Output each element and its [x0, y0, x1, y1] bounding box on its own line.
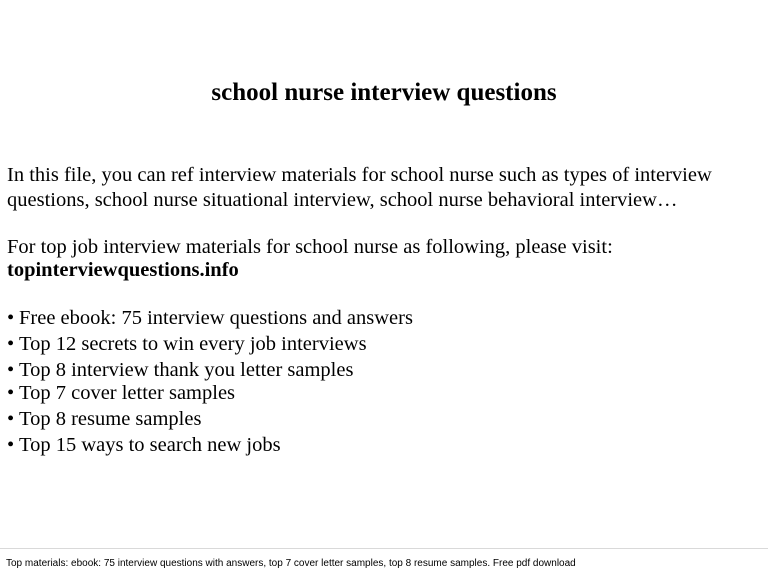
- visit-text: For top job interview materials for school nurse as following, please visit:: [7, 236, 613, 258]
- list-item: [7, 434, 759, 457]
- bullet-icon: •: [7, 382, 15, 404]
- list-item-text: Top 15 ways to search new jobs: [19, 434, 281, 456]
- list-item-text: Free ebook: 75 interview questions and answers: [19, 307, 413, 329]
- list-item-text: Top 12 secrets to win every job interviews: [19, 333, 367, 355]
- bullet-icon: •: [7, 434, 15, 456]
- footer-text: Top materials: ebook: 75 interview questions with answers, top 7 cover letter samples, top 8 resume samples. Free pdf download: [6, 558, 576, 569]
- intro-paragraph: [7, 163, 759, 213]
- list-item: [7, 408, 759, 431]
- list-item: [7, 359, 759, 382]
- list-item: [7, 307, 759, 330]
- bullet-icon: •: [7, 307, 15, 329]
- bullet-icon: •: [7, 408, 15, 430]
- list-item-text: Top 8 interview thank you letter samples: [19, 359, 354, 381]
- visit-paragraph: [7, 236, 759, 282]
- intro-line-1: In this file, you can ref interview materials for school nurse such as types of interview: [7, 164, 712, 186]
- website-link[interactable]: topinterviewquestions.info: [7, 259, 239, 281]
- list-item-text: Top 7 cover letter samples: [19, 382, 236, 404]
- bullet-icon: •: [7, 359, 15, 381]
- list-item: [7, 382, 759, 405]
- list-item-text: Top 8 resume samples: [19, 408, 202, 430]
- intro-line-2: questions, school nurse situational interview, school nurse behavioral interview…: [7, 189, 678, 211]
- list-item: [7, 333, 759, 356]
- resource-list: [7, 307, 759, 457]
- slide-title: school nurse interview questions: [211, 79, 557, 106]
- bullet-icon: •: [7, 333, 15, 355]
- footer-bar: [0, 548, 768, 577]
